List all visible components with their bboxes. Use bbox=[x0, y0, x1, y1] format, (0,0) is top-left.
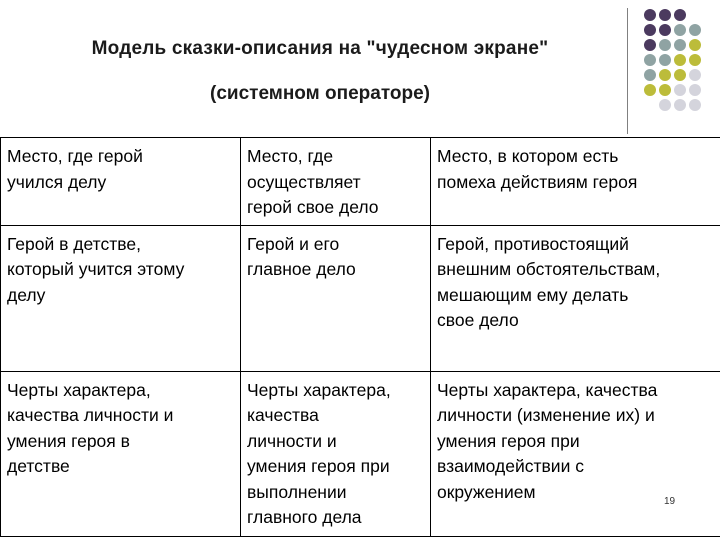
table-cell: Черты характера, качества личности и умения героя в детстве bbox=[1, 371, 241, 536]
dot bbox=[644, 84, 656, 96]
decorative-dots bbox=[642, 9, 720, 119]
table-cell: Герой в детстве, который учится этому делу bbox=[1, 225, 241, 371]
dot bbox=[659, 69, 671, 81]
dot bbox=[659, 99, 671, 111]
slide-subtitle: (системном операторе) bbox=[210, 83, 430, 104]
dot bbox=[659, 9, 671, 21]
dot bbox=[644, 54, 656, 66]
table-cell: Черты характера, качества личности и умения героя при выполнении главного дела bbox=[241, 371, 431, 536]
slide-title: Модель сказки-описания на "чудесном экране" bbox=[91, 38, 549, 59]
table-cell: Черты характера, качества личности (изменение их) и умения героя при взаимодействии с окружением bbox=[431, 371, 720, 536]
dot bbox=[674, 99, 686, 111]
table-cell: Герой, противостоящий внешним обстоятельствам, мешающим ему делать свое дело bbox=[431, 225, 720, 371]
dot bbox=[674, 39, 686, 51]
table-cell: Место, где осуществляет герой свое дело bbox=[241, 138, 431, 226]
decorative-divider bbox=[627, 8, 628, 134]
dot bbox=[644, 39, 656, 51]
dot bbox=[689, 84, 701, 96]
dot bbox=[674, 84, 686, 96]
table-row bbox=[1, 138, 720, 226]
dot bbox=[674, 69, 686, 81]
screen-table bbox=[0, 137, 720, 537]
dot bbox=[689, 99, 701, 111]
dot bbox=[644, 9, 656, 21]
dot bbox=[659, 24, 671, 36]
table-cell: Место, в котором есть помеха действиям героя bbox=[431, 138, 720, 226]
dot bbox=[674, 54, 686, 66]
dot bbox=[689, 54, 701, 66]
dot bbox=[674, 24, 686, 36]
dot bbox=[644, 69, 656, 81]
table-cell: Место, где герой учился делу bbox=[1, 138, 241, 226]
dot bbox=[689, 24, 701, 36]
table-row bbox=[1, 225, 720, 371]
table-cell: Герой и его главное дело bbox=[241, 225, 431, 371]
dot bbox=[644, 24, 656, 36]
dot bbox=[659, 54, 671, 66]
table-row bbox=[1, 371, 720, 536]
dot bbox=[659, 39, 671, 51]
dot bbox=[689, 39, 701, 51]
dot bbox=[659, 84, 671, 96]
page-number: 19 bbox=[664, 496, 676, 507]
dot bbox=[674, 9, 686, 21]
dot bbox=[689, 69, 701, 81]
